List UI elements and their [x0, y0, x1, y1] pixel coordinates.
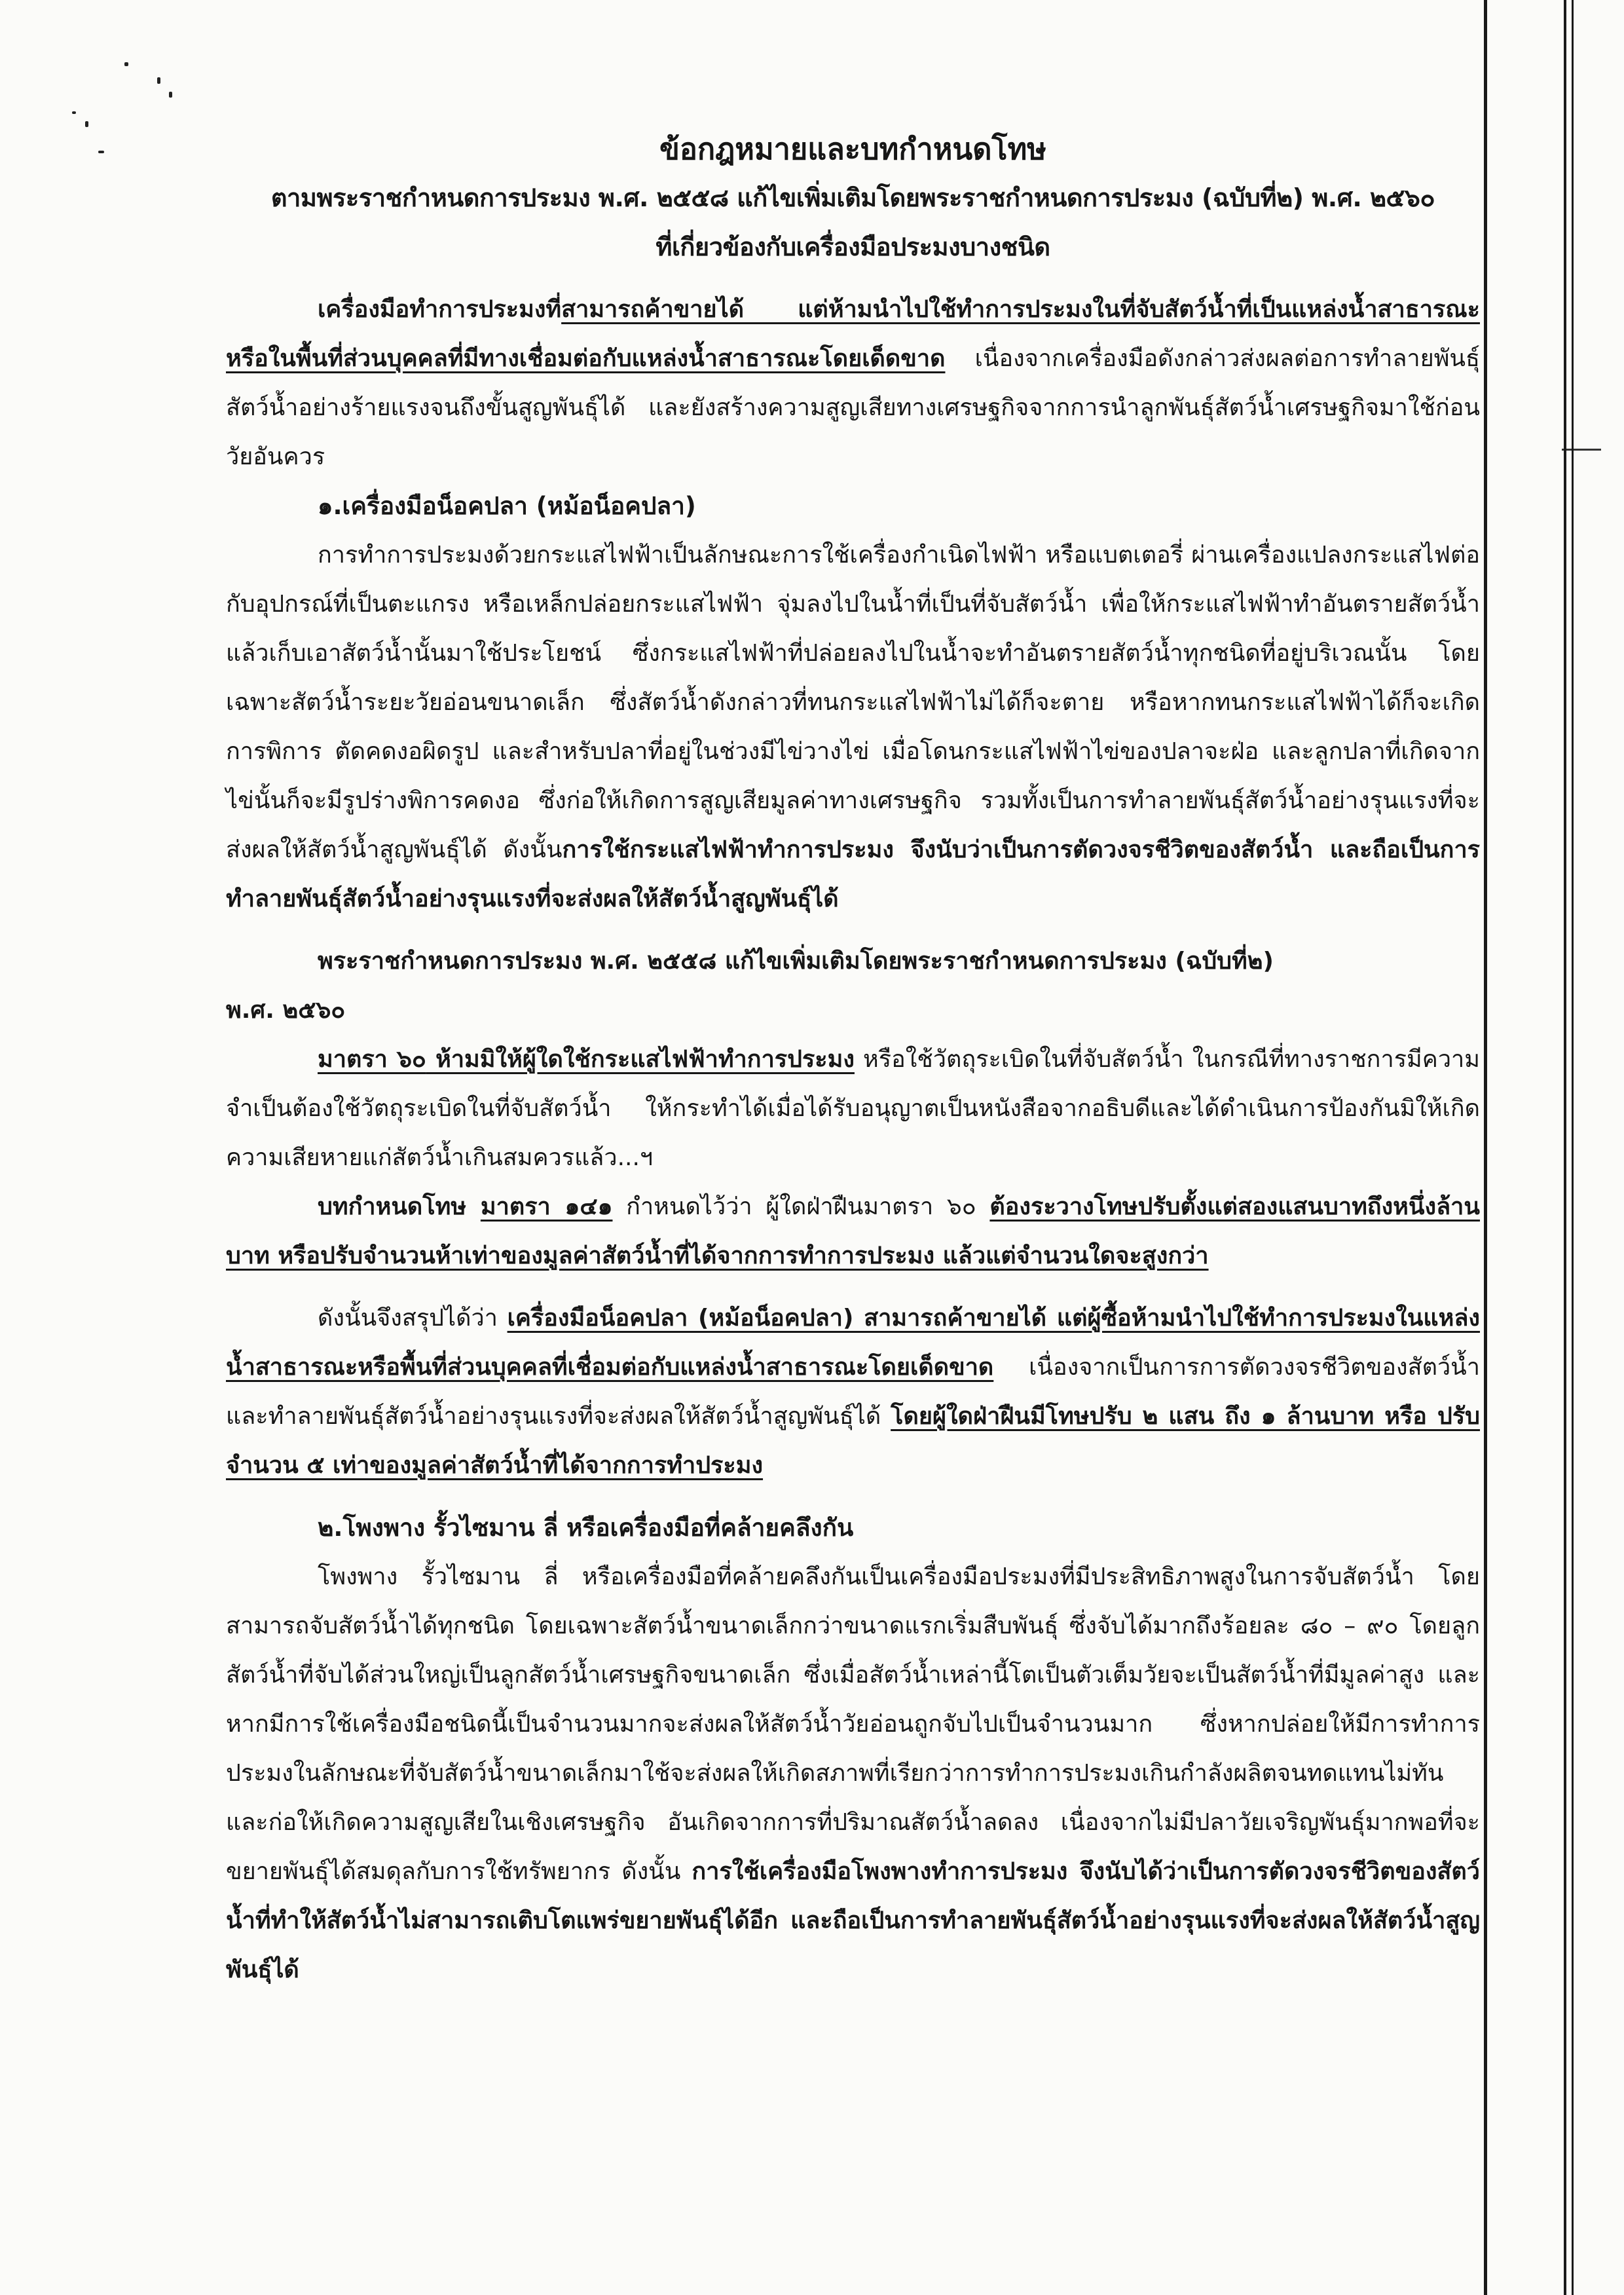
penalty-paragraph — [226, 1182, 1480, 1280]
document-title: ข้อกฎหมายและบทกำหนดโทษ — [659, 132, 1046, 166]
law-reference-year: พ.ศ. ๒๕๖๐ — [226, 997, 346, 1024]
section2-paragraph — [226, 1552, 1480, 1994]
conclusion-underlined: เครื่องมือน็อคปลา (หม้อน็อคปลา) สามารถค้าขายได้ แต่ผู้ซื้อห้ามนำไปใช้ทำการประมงในแหล่งน้ำสาธารณะหรือพื้นที่ส่วนบุคคลที่เชื่อมต่อกับแหล่งน้ำสาธารณะโดยเด็ดขาด — [226, 1305, 1480, 1381]
document-subtitle-topic: ที่เกี่ยวข้องกับเครื่องมือประมงบางชนิด — [655, 233, 1050, 261]
section2-text: โพงพาง รั้วไซมาน ลี่ หรือเครื่องมือที่คล้ายคลึงกันเป็นเครื่องมือประมงที่มีประสิทธิภาพสูงในการจับสัตว์น้ำ โดยสามารถจับสัตว์น้ำได้ทุกชนิด โดยเฉพาะสัตว์น้ำขนาดเล็กกว่าขนาดแรกเริ่มสืบพันธุ์ ซึ่งจับได้มากถึงร้อยละ ๘๐ – ๙๐ โดยลูกสัตว์น้ำที่จับได้ส่วนใหญ่เป็นลูกสัตว์น้ำเศรษฐกิจขนาดเล็ก ซึ่งเมื่อสัตว์น้ำเหล่านี้โตเป็นตัวเต็มวัยจะเป็นสัตว์น้ำที่มีมูลค่าสูง และหากมีการใช้เครื่องมือชนิดนี้เป็นจำนวนมากจะส่งผลให้สัตว์น้ำวัยอ่อนถูกจับไปเป็นจำนวนมาก ซึ่งหากปล่อยให้มีการทำการประมงในลักษณะที่จับสัตว์น้ำขนาดเล็กมาใช้จะส่งผลให้เกิดสภาพที่เรียกว่าการทำการประมงเกินกำลังผลิตจนทดแทนไม่ทัน และก่อให้เกิดความสูญเสียในเชิงเศรษฐกิจ อันเกิดจากการที่ปริมาณสัตว์น้ำลดลง เนื่องจากไม่มีปลาวัยเจริญพันธุ์มากพอที่จะขยายพันธุ์ได้สมดุลกับการใช้ทรัพยากร ดังนั้น — [226, 1563, 1480, 1885]
section1-bold-text: การใช้กระแสไฟฟ้าทำการประมง จึงนับว่าเป็นการตัดวงจรชีวิตของสัตว์น้ำ และถือเป็นการทำลายพันธุ์สัตว์น้ำอย่างรุนแรงที่จะส่งผลให้สัตว์น้ำสูญพันธุ์ได้ — [226, 836, 1481, 912]
section2-heading: ๒.โพงพาง รั้วไซมาน ลี่ หรือเครื่องมือที่คล้ายคลึงกัน — [318, 1514, 854, 1542]
penalty-amount: ต้องระวางโทษปรับตั้งแต่สองแสนบาทถึงหนึ่งล้านบาท หรือปรับจำนวนห้าเท่าของมูลค่าสัตว์น้ำที่ได้จากการทำการประมง แล้วแต่จำนวนใดจะสูงกว่า — [226, 1193, 1480, 1269]
conclusion-paragraph — [226, 1294, 1480, 1490]
section1-heading: ๑.เครื่องมือน็อคปลา (หม้อน็อคปลา) — [318, 492, 696, 520]
scan-speck — [124, 62, 128, 66]
penalty-mid: กำหนดไว้ว่า ผู้ใดฝ่าฝืนมาตรา ๖๐ — [612, 1193, 990, 1220]
section2-bold-text: การใช้เครื่องมือโพงพางทำการประมง จึงนับได้ว่าเป็นการตัดวงจรชีวิตของสัตว์น้ำที่ทำให้สัตว์น้ำไม่สามารถเติบโตแพร่ขยายพันธุ์ได้อีก และถือเป็นการทำลายพันธุ์สัตว์น้ำอย่างรุนแรงที่จะส่งผลให้สัตว์น้ำสูญพันธุ์ได้ — [226, 1858, 1480, 1983]
scan-edge-line — [1572, 0, 1574, 2295]
section60-rest: หรือใช้วัตถุระเบิดในที่จับสัตว์น้ำ ในกรณีที่ทางราชการมีความจำเป็นต้องใช้วัตถุระเบิดในที่จับสัตว์น้ำ ให้กระทำได้เมื่อได้รับอนุญาตเป็นหนังสือจากอธิบดีและได้ดำเนินการป้องกันมิให้เกิดความเสียหายแก่สัตว์น้ำเกินสมควรแล้ว...ฯ — [226, 1046, 1480, 1171]
section60-prohibition: ห้ามมิให้ผู้ใดใช้กระแสไฟฟ้าทำการประมง — [426, 1046, 855, 1073]
section60-paragraph — [226, 1035, 1480, 1182]
intro-paragraph — [226, 285, 1480, 481]
scan-edge-line — [1484, 0, 1487, 2295]
scan-edge-line — [1564, 0, 1566, 2295]
document-body — [226, 124, 1480, 1994]
conclusion-lead: ดังนั้นจึงสรุปได้ว่า — [318, 1305, 507, 1332]
intro-underlined: สามารถค้าขายได้ แต่ห้ามนำไปใช้ทำการประมงในที่จับสัตว์น้ำที่เป็นแหล่งน้ำสาธารณะ หรือในพื้นที่ส่วนบุคคลที่มีทางเชื่อมต่อกับแหล่งน้ำสาธารณะโดยเด็ดขาด — [226, 296, 1480, 372]
scan-speck — [72, 111, 76, 114]
scan-speck — [157, 77, 160, 84]
section1-text: การทำการประมงด้วยกระแสไฟฟ้าเป็นลักษณะการใช้เครื่องกำเนิดไฟฟ้า หรือแบตเตอรี่ ผ่านเครื่องแปลงกระแสไฟต่อกับอุปกรณ์ที่เป็นตะแกรง หรือเหล็กปล่อยกระแสไฟฟ้า จุ่มลงไปในน้ำที่เป็นที่จับสัตว์น้ำ เพื่อให้กระแสไฟฟ้าทำอันตรายสัตว์น้ำแล้วเก็บเอาสัตว์น้ำนั้นมาใช้ประโยชน์ ซึ่งกระแสไฟฟ้าที่ปล่อยลงไปในน้ำจะทำอันตรายสัตว์น้ำทุกชนิดที่อยู่บริเวณนั้น โดยเฉพาะสัตว์น้ำระยะวัยอ่อนขนาดเล็ก ซึ่งสัตว์น้ำดังกล่าวที่ทนกระแสไฟฟ้าไม่ได้ก็จะตาย หรือหากทนกระแสไฟฟ้าได้ก็จะเกิดการพิการ ตัดคดงอผิดรูป และสำหรับปลาที่อยู่ในช่วงมีไข่วางไข่ เมื่อโดนกระแสไฟฟ้าไข่ของปลาจะฝ่อ และลูกปลาที่เกิดจากไข่นั้นก็จะมีรูปร่างพิการคดงอ ซึ่งก่อให้เกิดการสูญเสียมูลค่าทางเศรษฐกิจ รวมทั้งเป็นการทำลายพันธุ์สัตว์น้ำอย่างรุนแรงที่จะส่งผลให้สัตว์น้ำสูญพันธุ์ได้ ดังนั้น — [226, 542, 1480, 863]
conclusion-penalty: โดยผู้ใดฝ่าฝืนมีโทษปรับ ๒ แสน ถึง ๑ ล้านบาท หรือ ปรับจำนวน ๕ เท่าของมูลค่าสัตว์น้ำที่ได้จากการทำประมง — [226, 1403, 1481, 1479]
penalty-section: มาตรา ๑๔๑ — [480, 1193, 613, 1220]
conclusion-mid: เนื่องจากเป็นการการตัดวงจรชีวิตของสัตว์น้ำ และทำลายพันธุ์สัตว์น้ำอย่างรุนแรงที่จะส่งผลให้สัตว์น้ำสูญพันธุ์ได้ — [226, 1354, 1480, 1430]
penalty-label: บทกำหนดโทษ — [318, 1193, 481, 1220]
scan-speck — [85, 121, 88, 127]
intro-lead: เครื่องมือทำการประมงที่ — [318, 296, 562, 323]
section60-label: มาตรา ๖๐ — [318, 1046, 426, 1073]
intro-rest: เนื่องจากเครื่องมือดังกล่าวส่งผลต่อการทำลายพันธุ์สัตว์น้ำอย่างร้ายแรงจนถึงขั้นสูญพันธุ์ได้ และยังสร้างความสูญเสียทางเศรษฐกิจจากการนำลูกพันธุ์สัตว์น้ำเศรษฐกิจมาใช้ก่อนวัยอันควร — [226, 345, 1480, 470]
document-subtitle: ตามพระราชกำหนดการประมง พ.ศ. ๒๕๕๘ แก้ไขเพิ่มเติมโดยพระราชกำหนดการประมง (ฉบับที่๒) พ.ศ. ๒๕๖๐ — [270, 183, 1435, 212]
section1-paragraph — [226, 531, 1480, 924]
law-reference: พระราชกำหนดการประมง พ.ศ. ๒๕๕๘ แก้ไขเพิ่มเติมโดยพระราชกำหนดการประมง (ฉบับที่๒) — [318, 948, 1274, 975]
scan-speck — [169, 92, 172, 98]
scan-speck — [98, 151, 104, 153]
scan-dash — [1562, 449, 1601, 451]
